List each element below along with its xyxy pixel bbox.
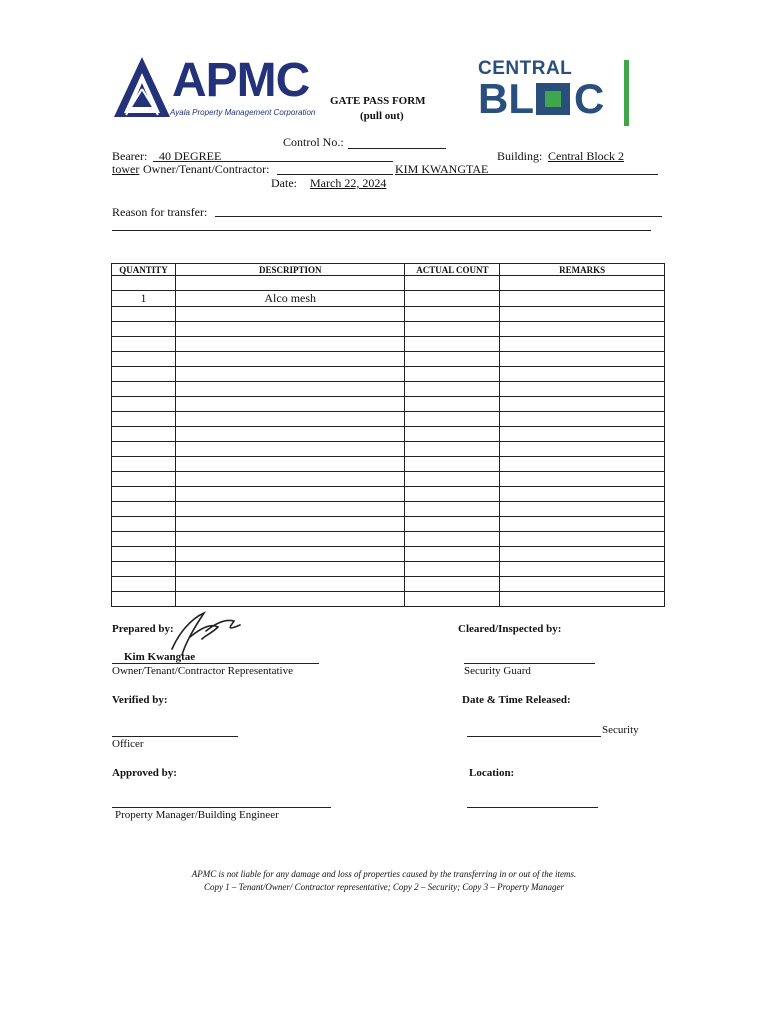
quantity-cell[interactable] [112,427,176,442]
remarks-cell[interactable] [500,382,665,397]
remarks-cell[interactable] [500,532,665,547]
form-title: GATE PASS FORM [330,95,426,107]
description-cell[interactable] [175,382,405,397]
actual-count-cell[interactable] [405,442,500,457]
remarks-cell[interactable] [500,367,665,382]
table-row [112,502,665,517]
description-cell[interactable] [175,397,405,412]
remarks-cell[interactable] [500,427,665,442]
description-cell[interactable] [175,562,405,577]
actual-count-cell[interactable] [405,457,500,472]
officer-label: Officer [112,738,144,750]
description-cell[interactable] [175,502,405,517]
quantity-cell[interactable] [112,352,176,367]
actual-count-cell[interactable] [405,322,500,337]
remarks-cell[interactable] [500,562,665,577]
remarks-cell[interactable] [500,337,665,352]
table-row [112,367,665,382]
actual-count-cell[interactable] [405,352,500,367]
quantity-cell[interactable] [112,442,176,457]
actual-count-cell[interactable] [405,276,500,291]
remarks-cell[interactable] [500,442,665,457]
footer-disclaimer [100,868,668,894]
description-cell[interactable] [175,532,405,547]
owner-field-line[interactable] [277,174,393,175]
approved-signature-line [112,807,331,808]
description-cell[interactable] [175,337,405,352]
description-cell[interactable] [175,412,405,427]
quantity-cell[interactable] [112,337,176,352]
cleared-by-label: Cleared/Inspected by: [458,623,562,635]
actual-count-cell[interactable] [405,577,500,592]
header-quantity: QUANTITY [112,264,176,276]
remarks-cell[interactable] [500,592,665,607]
remarks-cell[interactable] [500,517,665,532]
actual-count-cell[interactable] [405,502,500,517]
actual-count-cell[interactable] [405,517,500,532]
actual-count-cell[interactable] [405,382,500,397]
remarks-cell[interactable] [500,322,665,337]
verified-signature-line [112,736,238,737]
svg-text:C: C [574,75,605,122]
actual-count-cell[interactable] [405,487,500,502]
remarks-cell[interactable] [500,502,665,517]
bearer-value: 40 DEGREE [159,149,222,163]
actual-count-cell[interactable] [405,562,500,577]
quantity-cell[interactable] [112,547,176,562]
quantity-cell[interactable] [112,532,176,547]
header-description: DESCRIPTION [175,264,405,276]
remarks-cell[interactable] [500,397,665,412]
actual-count-cell[interactable] [405,592,500,607]
remarks-cell[interactable] [500,577,665,592]
description-cell[interactable]: Alco mesh [175,291,405,307]
verified-by-label: Verified by: [112,694,168,706]
quantity-cell[interactable] [112,457,176,472]
actual-count-cell[interactable] [405,547,500,562]
table-row [112,352,665,367]
owner-label: Owner/Tenant/Contractor: [143,162,270,176]
building-label: Building: [497,149,543,163]
bearer-label: Bearer: [112,149,148,163]
security-officer-label: Security [602,724,639,736]
actual-count-cell[interactable] [405,291,500,307]
actual-count-cell[interactable] [405,427,500,442]
building-tower: tower [112,162,140,176]
description-cell[interactable] [175,352,405,367]
remarks-cell[interactable] [500,487,665,502]
table-row [112,577,665,592]
description-cell[interactable] [175,517,405,532]
table-row [112,427,665,442]
prepared-by-label: Prepared by: [112,623,174,635]
quantity-cell[interactable] [112,367,176,382]
cleared-signature-line [464,663,595,664]
table-row [112,562,665,577]
control-no-label: Control No.: [283,135,344,149]
quantity-cell[interactable] [112,397,176,412]
table-row [112,532,665,547]
table-row [112,337,665,352]
date-label: Date: [271,176,297,190]
control-no-field[interactable] [348,148,446,149]
table-row [112,307,665,322]
header-remarks: REMARKS [500,264,665,276]
quantity-cell[interactable] [112,502,176,517]
table-row [112,517,665,532]
quantity-cell[interactable] [112,276,176,291]
quantity-cell[interactable] [112,412,176,427]
actual-count-cell[interactable] [405,532,500,547]
location-label: Location: [469,767,515,779]
quantity-cell[interactable] [112,382,176,397]
remarks-cell[interactable] [500,276,665,291]
actual-count-cell[interactable] [405,307,500,322]
security-guard-label: Security Guard [464,665,531,677]
description-cell[interactable] [175,367,405,382]
table-row [112,412,665,427]
remarks-cell[interactable] [500,352,665,367]
quantity-cell[interactable]: 1 [112,291,176,307]
actual-count-cell[interactable] [405,367,500,382]
table-row [112,547,665,562]
quantity-cell[interactable] [112,577,176,592]
bloc-logo [476,58,636,130]
reason-label: Reason for transfer: [112,205,208,219]
items-body [112,276,665,607]
description-cell[interactable] [175,322,405,337]
apmc-logo-subtitle: Ayala Property Management Corporation [170,108,316,117]
table-header-row [112,264,665,276]
owner-value-line [395,174,658,175]
remarks-cell[interactable] [500,307,665,322]
quantity-cell[interactable] [112,322,176,337]
remarks-cell[interactable] [500,291,665,307]
preparer-signature-line [112,663,319,664]
quantity-cell[interactable] [112,517,176,532]
remarks-cell[interactable] [500,412,665,427]
datetime-released-label: Date & Time Released: [462,694,571,706]
quantity-cell[interactable] [112,487,176,502]
description-cell[interactable] [175,472,405,487]
description-cell[interactable] [175,276,405,291]
actual-count-cell[interactable] [405,337,500,352]
table-row [112,276,665,291]
apmc-logo-text: APMC [172,54,310,107]
description-cell[interactable] [175,307,405,322]
table-row [112,322,665,337]
central-logo-text: CENTRAL [478,58,573,79]
quantity-cell[interactable] [112,472,176,487]
header-actual-count: ACTUAL COUNT [405,264,500,276]
description-cell[interactable] [175,547,405,562]
preparer-role: Owner/Tenant/Contractor Representative [112,665,293,677]
table-row [112,382,665,397]
table-row [112,397,665,412]
table-row [112,472,665,487]
location-line [467,807,598,808]
svg-text:BL: BL [478,75,534,122]
apmc-logo-mark [112,55,172,121]
building-value: Central Block 2 [548,149,624,163]
datetime-line [467,736,601,737]
table-row [112,442,665,457]
table-row [112,487,665,502]
remarks-cell[interactable] [500,547,665,562]
owner-value: KIM KWANGTAE [395,162,489,176]
preparer-name: Kim Kwangtae [124,651,196,663]
description-cell[interactable] [175,442,405,457]
approved-by-label: Approved by: [112,767,177,779]
approver-role: Property Manager/Building Engineer [115,809,279,821]
description-cell[interactable] [175,457,405,472]
actual-count-cell[interactable] [405,397,500,412]
date-value: March 22, 2024 [310,176,387,190]
items-table [111,263,665,607]
footer-line-1: APMC is not liable for any damage and loss of properties caused by the transferring in or out of the items. [191,869,577,879]
table-row [112,291,665,307]
table-row [112,457,665,472]
reason-field-line2[interactable] [112,230,651,231]
description-cell[interactable] [175,577,405,592]
quantity-cell[interactable] [112,562,176,577]
actual-count-cell[interactable] [405,472,500,487]
description-cell[interactable] [175,427,405,442]
remarks-cell[interactable] [500,472,665,487]
quantity-cell[interactable] [112,307,176,322]
footer-line-2: Copy 1 – Tenant/Owner/ Contractor representative; Copy 2 – Security; Copy 3 – Property Manager [203,882,565,892]
reason-field[interactable] [215,216,662,217]
form-subtitle: (pull out) [360,110,404,122]
remarks-cell[interactable] [500,457,665,472]
description-cell[interactable] [175,487,405,502]
actual-count-cell[interactable] [405,412,500,427]
